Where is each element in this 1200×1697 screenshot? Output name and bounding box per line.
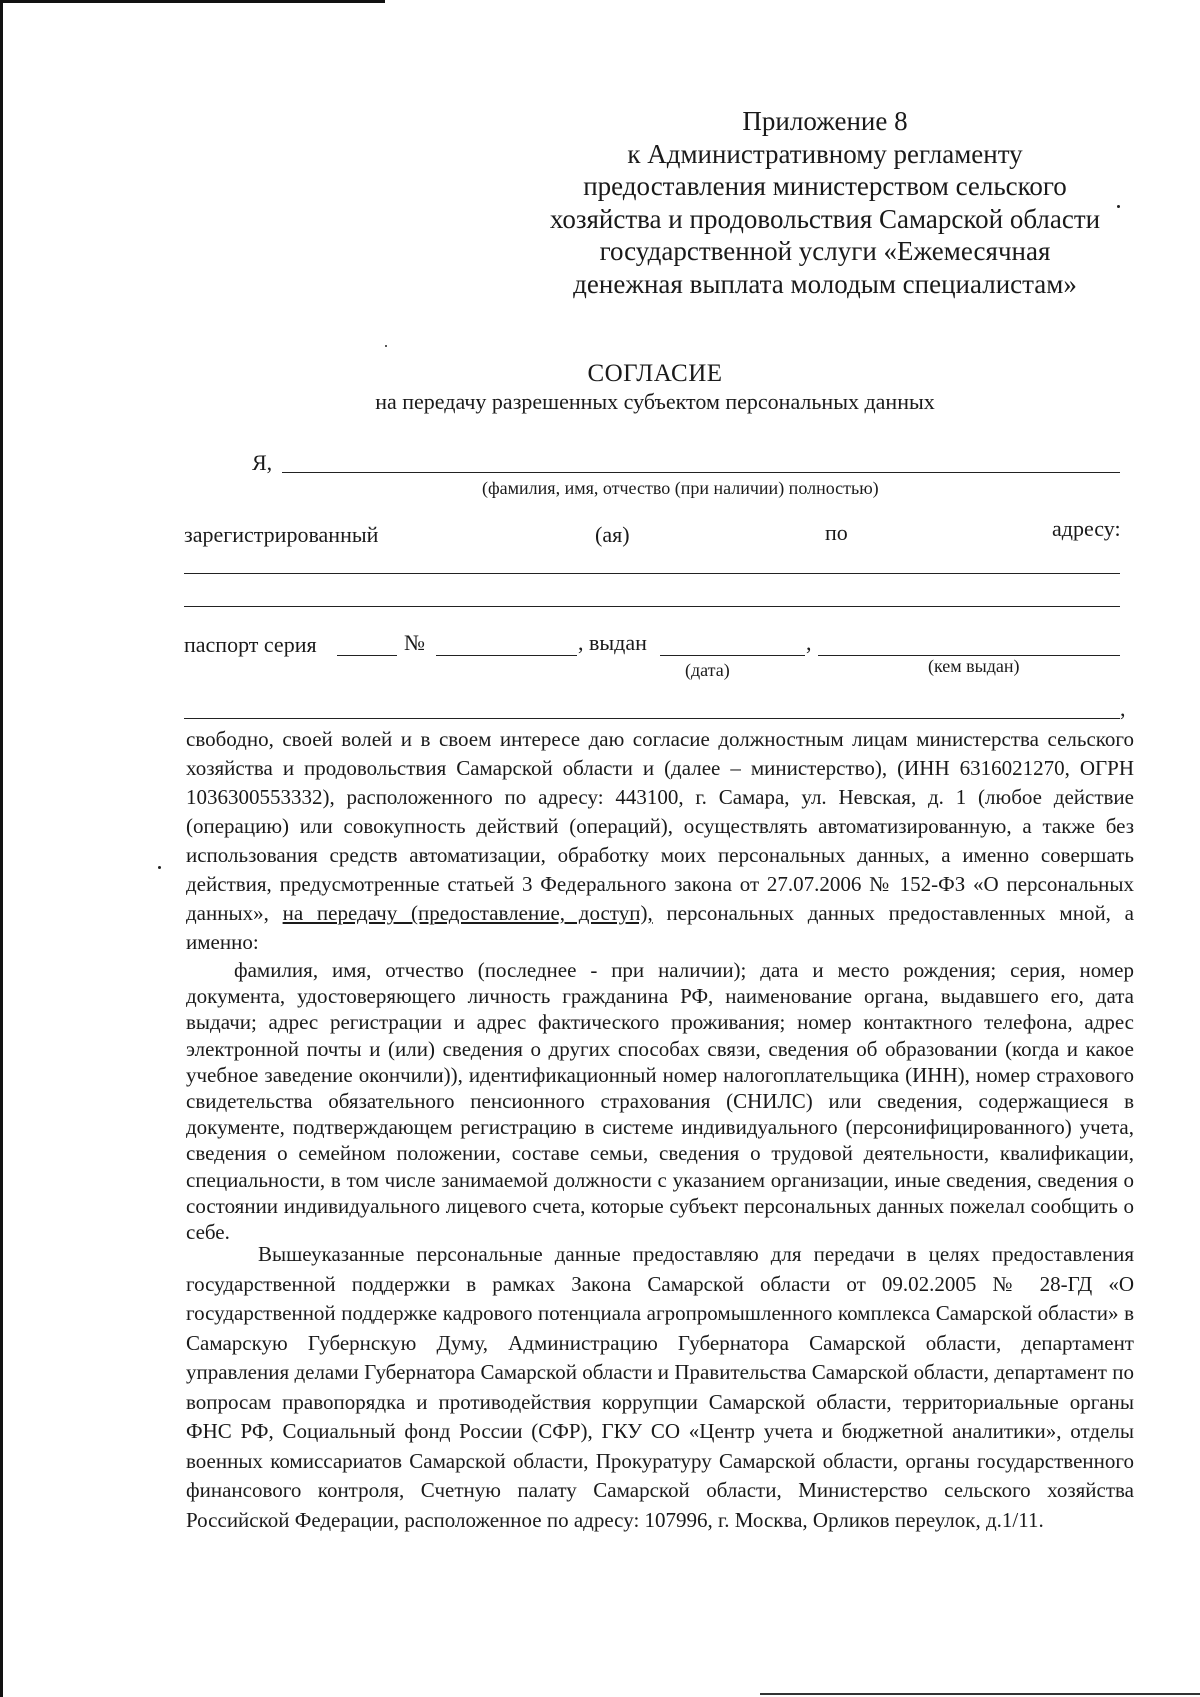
address-field-line-2[interactable] bbox=[184, 606, 1120, 607]
consent-text-end: персональных данных предоставленных мной, а именно: bbox=[186, 901, 1135, 954]
comma-separator: , bbox=[806, 630, 812, 655]
scan-edge-left bbox=[0, 0, 3, 1697]
document-subtitle: на передачу разрешенных субъектом персональных данных bbox=[375, 389, 935, 414]
po-label: по bbox=[825, 520, 848, 545]
appendix-line: денежная выплата молодым специалистам» bbox=[573, 268, 1077, 299]
issuer-caption: (кем выдан) bbox=[928, 656, 1020, 676]
ya-label: Я, bbox=[252, 450, 273, 475]
issuer-continuation-line[interactable] bbox=[184, 718, 1120, 719]
issue-date-field-line[interactable] bbox=[660, 655, 805, 656]
issued-label: , выдан bbox=[578, 630, 647, 655]
consent-paragraph bbox=[186, 725, 1134, 957]
passport-number-label: № bbox=[404, 630, 425, 655]
recipients-text: Вышеуказанные персональные данные предоставляю для передачи в целях предоставления государственной поддержки в рамках Закона Самарской области от 09.02.2005 № 28-ГД «О государственной поддержке кадрового потенциала агропромышленного комплекса Самарской области» в Самарскую Губернскую Думу, Администрацию Губернатора Самарской области, департамент управления делами Губернатора Самарской области и Правительства Самарской области, департамент по вопросам правопорядка и противодействия коррупции Самарской области, территориальные органы ФНС РФ, Социальный фонд России (СФР), ГКУ СО «Центр учета и бюджетной аналитики», отделы военных комиссариатов Самарской области, Прокуратуру Самарской области, органы государственного финансового контроля, Счетную палату Самарской области, Министерство сельского хозяйства Российской Федерации, расположенное по адресу: 107996, г. Москва, Орликов переулок, д.1/11. bbox=[186, 1242, 1134, 1532]
scan-speck bbox=[158, 866, 161, 869]
scan-speck bbox=[385, 345, 387, 347]
scan-edge-bottom bbox=[760, 1693, 1200, 1695]
appendix-line: Приложение 8 bbox=[742, 106, 908, 136]
date-caption: (дата) bbox=[685, 660, 730, 680]
appendix-header bbox=[520, 105, 1130, 300]
aya-label: (ая) bbox=[595, 522, 630, 547]
document-title: СОГЛАСИЕ bbox=[587, 360, 723, 387]
fio-field-line[interactable] bbox=[282, 472, 1120, 473]
passport-series-label: паспорт серия bbox=[184, 632, 317, 657]
consent-underlined-text: на передачу (предоставление, доступ), bbox=[282, 901, 653, 925]
passport-series-field-line[interactable] bbox=[337, 655, 397, 656]
personal-data-list-paragraph bbox=[186, 957, 1134, 1245]
passport-number-field-line[interactable] bbox=[436, 655, 577, 656]
personal-data-list-text: фамилия, имя, отчество (последнее - при наличии); дата и место рождения; серия, номер документа, удостоверяющего личность гражданина РФ, наименование органа, выдавшего его, дата выдачи; адрес регистрации и адрес фактического проживания; номер контактного телефона, адрес электронной почты и (или) сведения о других способах связи, сведения об образовании (когда и какое учебное заведение окончили)), идентификационный номер налогоплательщика (ИНН), номер страхового свидетельства обязательного пенсионного страхования (СНИЛС) или сведения, содержащиеся в документе, подтверждающем регистрацию в системе индивидуального (персонифицированного) учета, сведения о семейном положении, составе семьи, сведения о трудовой деятельности, квалификации, специальности, в том числе занимаемой должности с указанием организации, иные сведения, сведения о состоянии индивидуального лицевого счета, которые субъект персональных данных пожелал сообщить о себе. bbox=[186, 958, 1134, 1245]
address-label: адресу: bbox=[1052, 516, 1121, 541]
line-end-comma: , bbox=[1120, 696, 1126, 721]
appendix-line: к Административному регламенту bbox=[627, 138, 1023, 169]
appendix-line: государственной услуги «Ежемесячная bbox=[599, 236, 1051, 266]
appendix-line: предоставления министерством сельского bbox=[583, 171, 1067, 201]
fio-caption: (фамилия, имя, отчество (при наличии) полностью) bbox=[482, 478, 879, 498]
appendix-line: хозяйства и продовольствия Самарской области bbox=[549, 203, 1101, 234]
address-field-line-1[interactable] bbox=[184, 573, 1120, 574]
scan-edge-top bbox=[0, 0, 385, 3]
consent-text: свободно, своей волей и в своем интересе даю согласие должностным лицам министерства сельского хозяйства и продовольствия Самарской области и (далее – министерство), (ИНН 6316021270, ОГРН 1036300553332), расположенного по адресу: 443100, г. Самара, ул. Невская, д. 1 (любое действие (операцию) или совокупность действий (операций), осуществлять автоматизированную, а также без использования средств автоматизации, обработку моих персональных данных, а именно совершать действия, предусмотренные статьей 3 Федерального закона от 27.07.2006 № 152-ФЗ «О персональных данных», bbox=[186, 727, 1134, 925]
registered-label: зарегистрированный bbox=[184, 522, 379, 547]
recipients-paragraph bbox=[186, 1240, 1134, 1535]
